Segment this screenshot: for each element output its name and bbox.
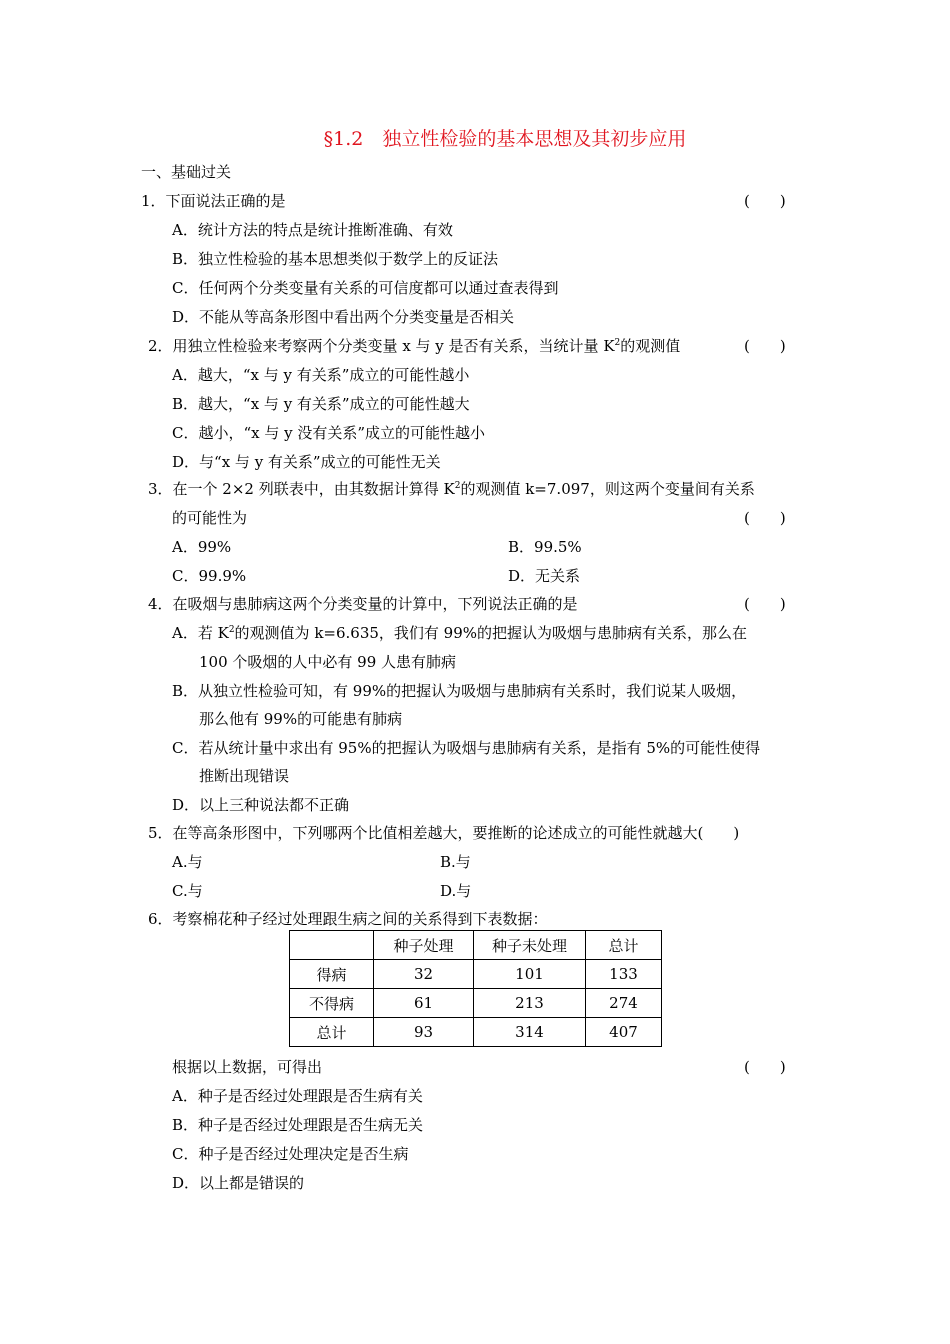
q4-stem: 4．在吸烟与患肺病这两个分类变量的计算中，下列说法正确的是	[148, 595, 578, 613]
q5-option-c: C.与	[172, 882, 203, 900]
q2-option-a: A．越大，“x 与 y 有关系”成立的可能性越小	[172, 366, 470, 384]
q3-option-c: C．99.9%	[172, 567, 247, 585]
table-header-cell	[290, 931, 374, 960]
q4-option-d: D．以上三种说法都不正确	[172, 796, 350, 814]
section-heading: 一、基础过关	[141, 163, 232, 181]
q6-stem: 6．考察棉花种子经过处理跟生病之间的关系得到下表数据：	[148, 910, 548, 928]
table-header-cell: 种子处理	[374, 931, 474, 960]
q2-option-d: D．与“x 与 y 有关系”成立的可能性无关	[172, 453, 441, 471]
q5-option-a: A.与	[172, 853, 203, 871]
table-header-row	[290, 931, 662, 960]
q6-option-c: C．种子是否经过处理决定是否生病	[172, 1145, 409, 1163]
q2-option-c: C．越小，“x 与 y 没有关系”成立的可能性越小	[172, 424, 486, 442]
q6-answer-blank: ( )	[744, 1058, 786, 1076]
q3-stem: 3．在一个 2×2 列联表中，由其数据计算得 $K^2$的观测值 k=7.097，则这两个变量间有关系	[148, 480, 755, 498]
q4-option-b-line2: 那么他有 99%的可能患有肺病	[199, 710, 403, 728]
q1-stem: 1．下面说法正确的是	[141, 192, 286, 210]
q2-option-b: B．越大，“x 与 y 有关系”成立的可能性越大	[172, 395, 470, 413]
q2-answer-blank: ( )	[744, 337, 786, 355]
table-row	[290, 1018, 662, 1047]
q4-option-a: A．若 $K^2$的观测值为 k=6.635，我们有 99%的把握认为吸烟与患肺病有关系，那么在	[172, 624, 748, 642]
q1-option-b: B．独立性检验的基本思想类似于数学上的反证法	[172, 250, 499, 268]
q1-option-a: A．统计方法的特点是统计推断准确、有效	[172, 221, 453, 239]
table-cell: 314	[474, 1018, 586, 1047]
table-cell: 101	[474, 960, 586, 989]
q1-option-d: D．不能从等高条形图中看出两个分类变量是否相关	[172, 308, 515, 326]
q4-option-c: C．若从统计量中求出有 95%的把握认为吸烟与患肺病有关系，是指有 5%的可能性使得	[172, 739, 761, 757]
q3-option-b: B．99.5%	[508, 538, 582, 556]
table-cell: 274	[586, 989, 662, 1018]
table-header-cell: 总计	[586, 931, 662, 960]
q1-answer-blank: ( )	[744, 192, 786, 210]
table-row	[290, 960, 662, 989]
q3-stem-line2: 的可能性为	[172, 509, 248, 527]
q6-conclusion: 根据以上数据，可得出	[172, 1058, 323, 1076]
q4-answer-blank: ( )	[744, 595, 786, 613]
q4-option-a-line2: 100 个吸烟的人中必有 99 人患有肺病	[199, 653, 457, 671]
table-cell: 93	[374, 1018, 474, 1047]
q3-option-a: A．99%	[172, 538, 232, 556]
table-row	[290, 989, 662, 1018]
q1-option-c: C．任何两个分类变量有关系的可信度都可以通过查表得到	[172, 279, 559, 297]
q6-option-b: B．种子是否经过处理跟是否生病无关	[172, 1116, 424, 1134]
q4-option-b: B．从独立性检验可知，有 99%的把握认为吸烟与患肺病有关系时，我们说某人吸烟，	[172, 682, 747, 700]
q5-option-d: D.与	[440, 882, 472, 900]
table-header-cell: 种子未处理	[474, 931, 586, 960]
q5-option-b: B.与	[440, 853, 471, 871]
table-cell: 213	[474, 989, 586, 1018]
q4-option-c-line2: 推断出现错误	[199, 767, 290, 785]
q5-stem: 5．在等高条形图中，下列哪两个比值相差越大，要推断的论述成立的可能性就越大( )	[148, 824, 740, 842]
q6-option-a: A．种子是否经过处理跟是否生病有关	[172, 1087, 423, 1105]
table-cell: 133	[586, 960, 662, 989]
table-cell: 407	[586, 1018, 662, 1047]
data-table	[289, 930, 662, 1047]
page-title: §1.2 独立性检验的基本思想及其初步应用	[323, 128, 687, 150]
table-cell: 不得病	[290, 989, 374, 1018]
table-cell: 61	[374, 989, 474, 1018]
table-cell: 32	[374, 960, 474, 989]
table-cell: 总计	[290, 1018, 374, 1047]
q3-option-d: D．无关系	[508, 567, 581, 585]
q6-option-d: D．以上都是错误的	[172, 1174, 305, 1192]
q3-answer-blank: ( )	[744, 509, 786, 527]
table-cell: 得病	[290, 960, 374, 989]
q2-stem: 2．用独立性检验来考察两个分类变量 x 与 y 是否有关系，当统计量 $K^2$的观测值	[148, 337, 681, 355]
